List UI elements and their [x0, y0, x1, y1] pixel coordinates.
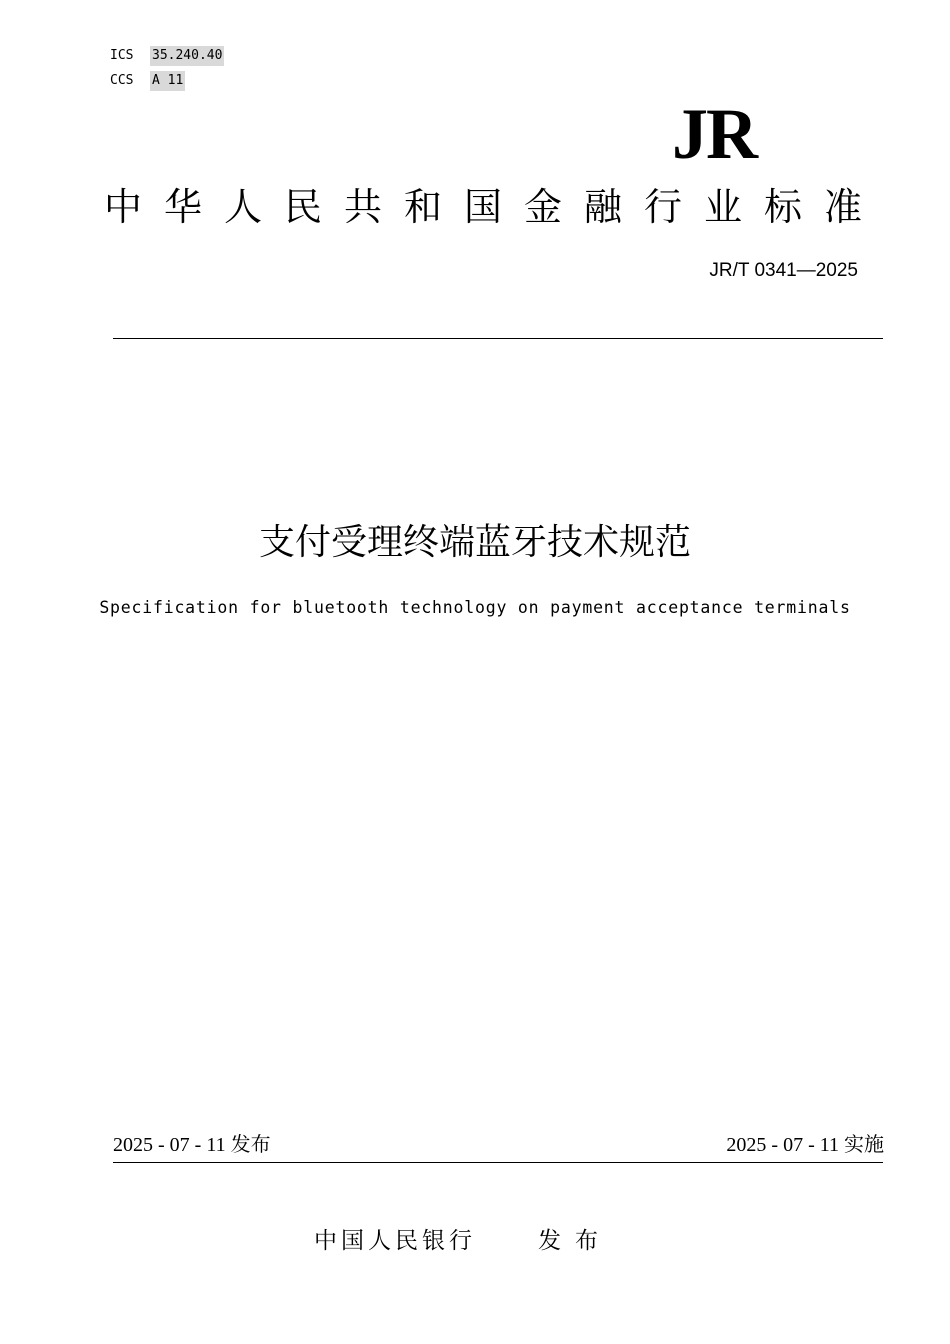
- issuer-verb: 发布: [538, 1228, 612, 1254]
- ics-row: [110, 46, 224, 66]
- standard-number: JR/T 0341—2025: [709, 260, 858, 281]
- release-date: 2025 - 07 - 11 发布: [113, 1134, 271, 1156]
- issuer-name: 中国人民银行: [314, 1228, 476, 1254]
- ccs-label: CCS: [110, 73, 134, 88]
- header-divider: [113, 338, 883, 339]
- document-title-chinese: 支付受理终端蓝牙技术规范: [258, 522, 691, 563]
- ics-value: 35.240.40: [150, 46, 224, 66]
- footer-divider: [113, 1162, 883, 1163]
- ics-label: ICS: [110, 48, 134, 63]
- jr-logo: JR: [672, 94, 756, 174]
- ccs-value: A 11: [150, 71, 185, 91]
- implementation-date: 2025 - 07 - 11 实施: [726, 1134, 884, 1156]
- ccs-row: [110, 71, 185, 91]
- standard-type-title: 中华人民共和国金融行业标准: [104, 185, 885, 229]
- issuer-line: [314, 1224, 612, 1258]
- document-title-english: Specification for bluetooth technology on payment acceptance terminals: [99, 598, 851, 617]
